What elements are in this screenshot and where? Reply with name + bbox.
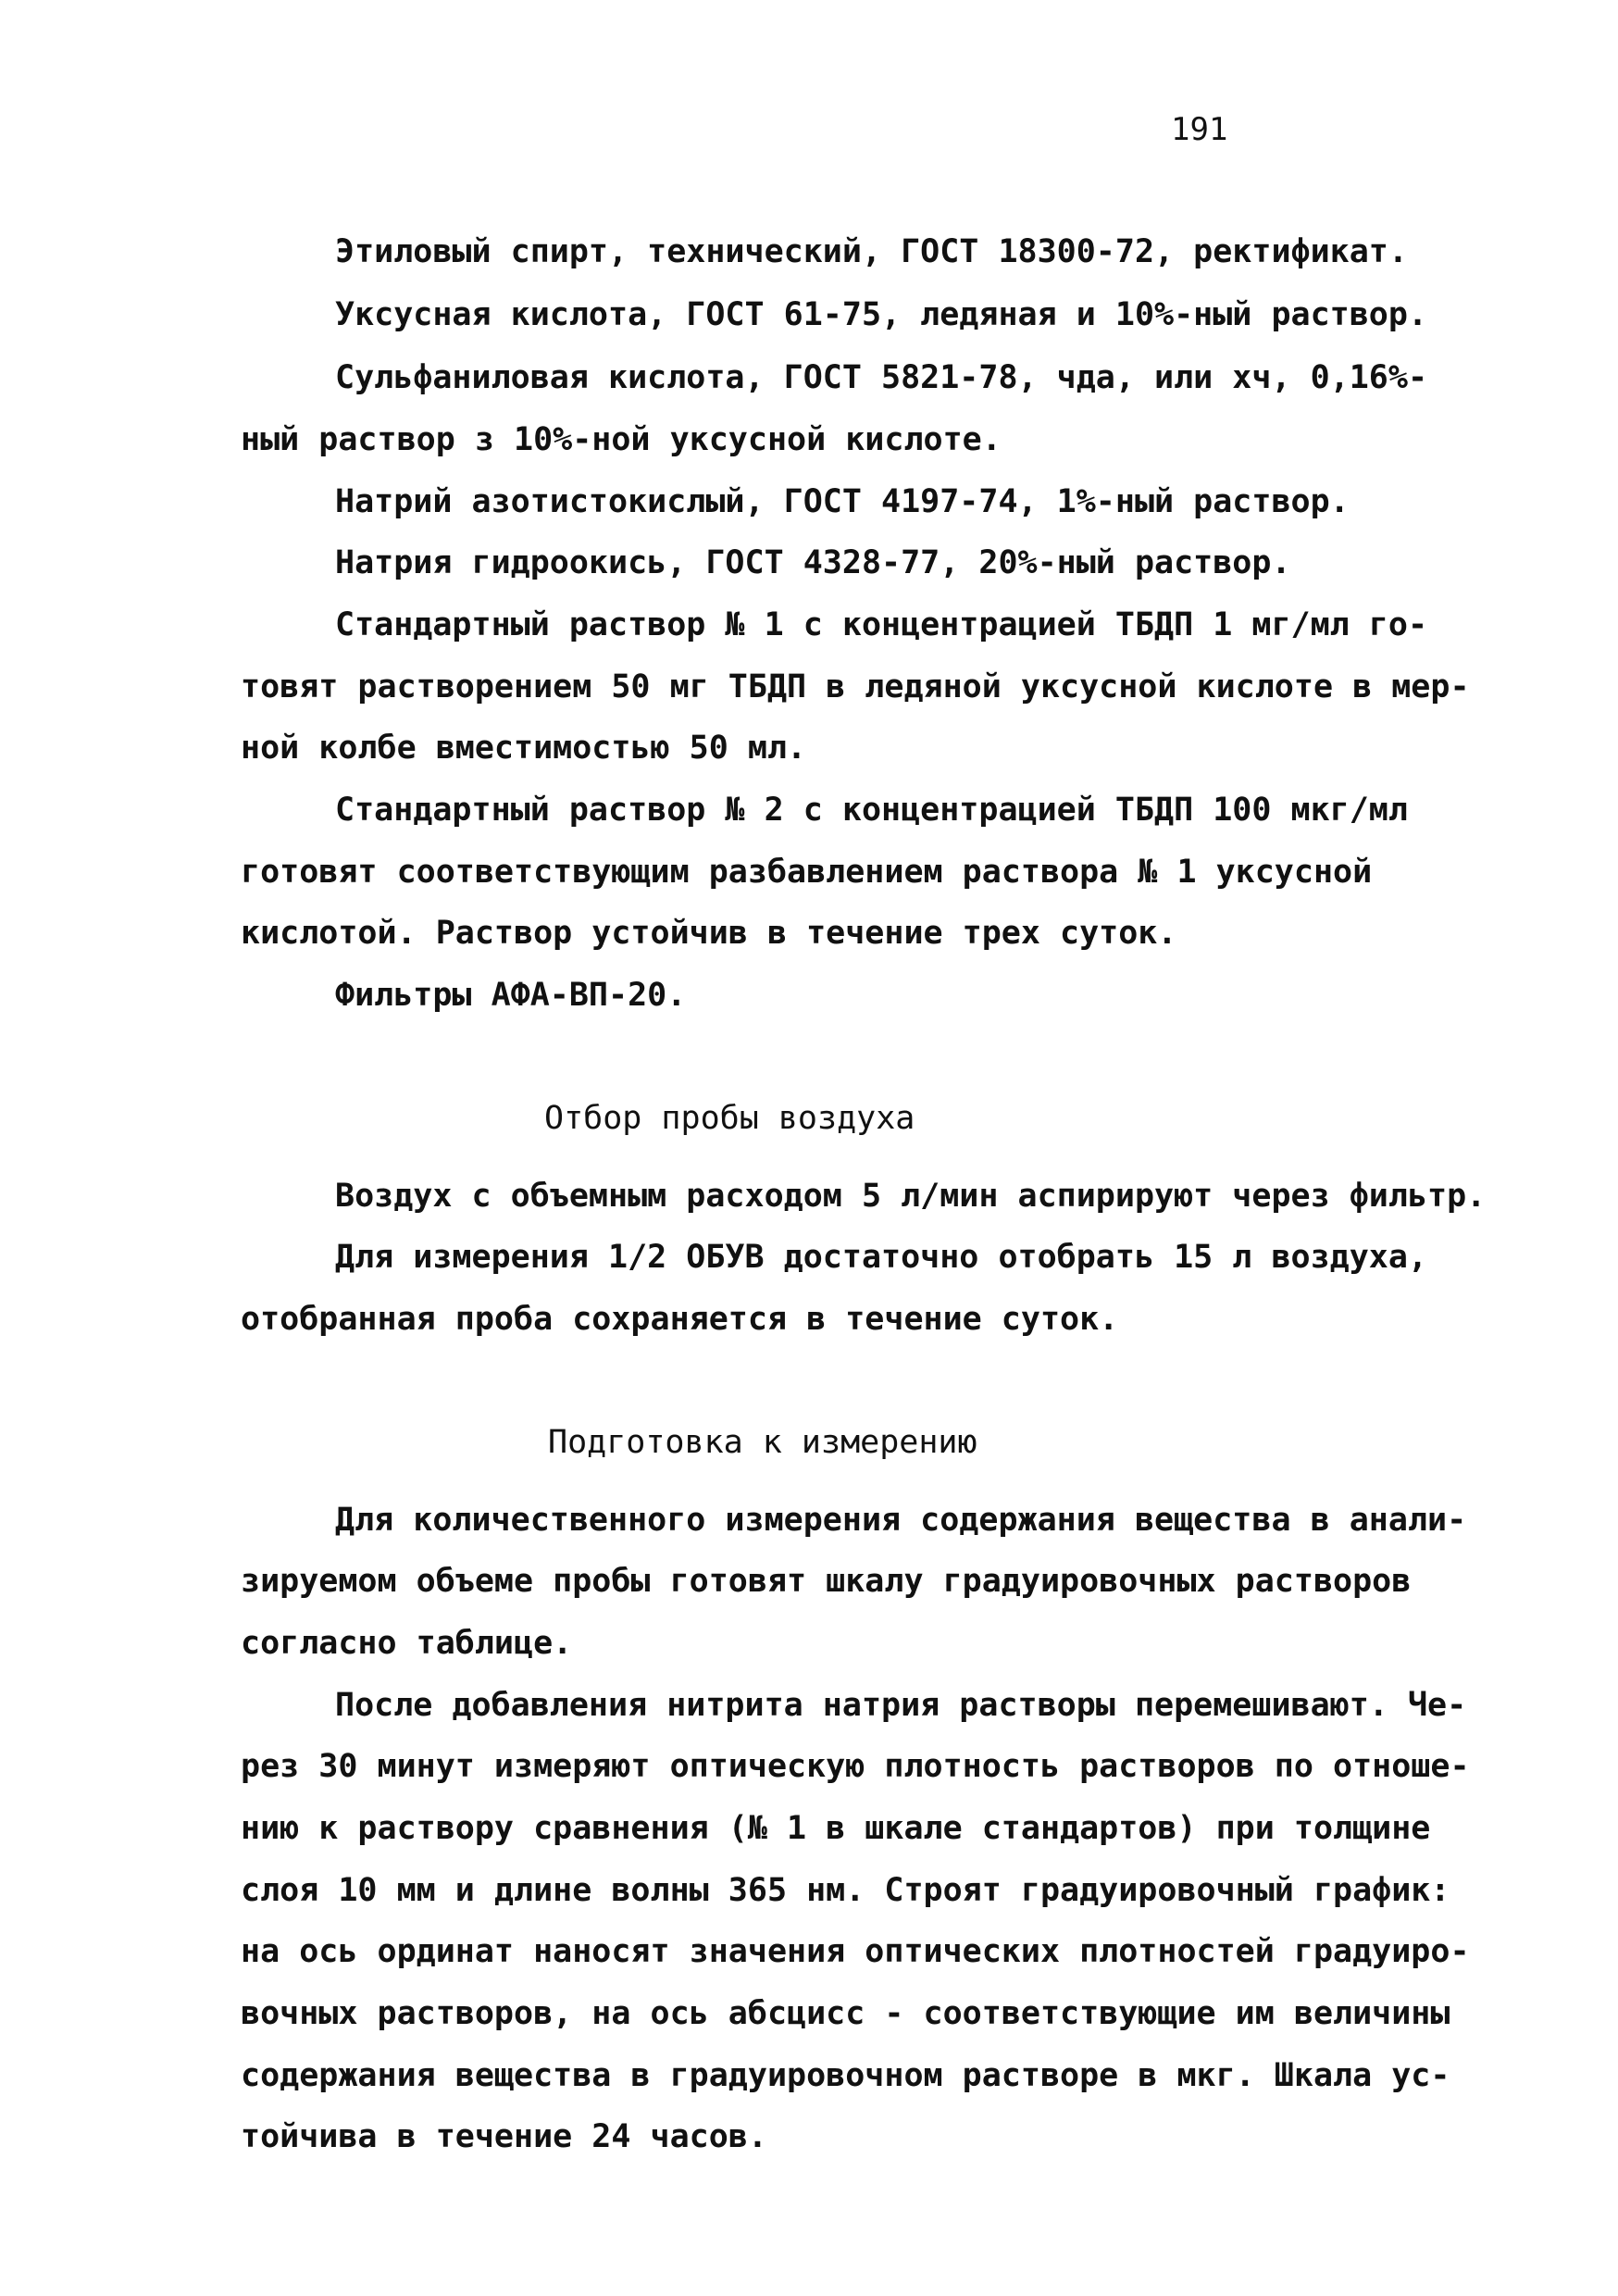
text-line: содержания вещества в градуировочном растворе в мкг. Шкала ус-	[241, 2057, 1450, 2094]
text-line: Натрий азотистокислый, ГОСТ 4197-74, 1%-ный раствор.	[335, 483, 1350, 520]
text-line: ный раствор з 10%-ной уксусной кислоте.	[241, 421, 1002, 458]
text-line: тойчива в течение 24 часов.	[241, 2118, 767, 2155]
text-line: Для измерения 1/2 ОБУВ достаточно отобрать 15 л воздуха,	[335, 1239, 1428, 1276]
section-heading: Отбор пробы воздуха	[544, 1100, 915, 1137]
text-line: зируемом объеме пробы готовят шкалу градуировочных растворов	[241, 1563, 1412, 1600]
text-line: Уксусная кислота, ГОСТ 61-75, ледяная и 10%-ный раствор.	[335, 296, 1428, 333]
text-line: готовят соответствующим разбавлением раствора № 1 уксусной	[241, 854, 1373, 891]
text-line: вочных растворов, на ось абсцисс - соответствующие им величины	[241, 1995, 1450, 2032]
text-line: После добавления нитрита натрия растворы перемешивают. Че-	[335, 1687, 1467, 1724]
text-line: товят растворением 50 мг ТБДП в ледяной уксусной кислоте в мер-	[241, 668, 1470, 705]
text-line: Воздух с объемным расходом 5 л/мин аспирируют через фильтр.	[335, 1178, 1487, 1215]
text-line: Натрия гидроокись, ГОСТ 4328-77, 20%-ный раствор.	[335, 544, 1291, 581]
text-line: ной колбе вместимостью 50 мл.	[241, 730, 807, 767]
text-line: слоя 10 мм и длине волны 365 нм. Строят градуировочный график:	[241, 1872, 1450, 1909]
section-heading: Подготовка к измерению	[548, 1424, 977, 1461]
text-line: нию к раствору сравнения (№ 1 в шкале стандартов) при толщине	[241, 1810, 1431, 1847]
text-line: Этиловый спирт, технический, ГОСТ 18300-72, ректификат.	[335, 233, 1408, 270]
page-number: 191	[1171, 111, 1228, 148]
text-line: Сульфаниловая кислота, ГОСТ 5821-78, чда, или хч, 0,16%-	[335, 359, 1428, 396]
text-line: рез 30 минут измеряют оптическую плотность растворов по отноше-	[241, 1748, 1470, 1785]
text-line: Стандартный раствор № 1 с концентрацией ТБДП 1 мг/мл го-	[335, 606, 1428, 643]
text-line: кислотой. Раствор устойчив в течение трех суток.	[241, 915, 1177, 952]
text-line: отобранная проба сохраняется в течение суток.	[241, 1301, 1119, 1338]
text-line: Для количественного измерения содержания вещества в анали-	[335, 1502, 1467, 1539]
text-line: на ось ординат наносят значения оптических плотностей градуиро-	[241, 1933, 1470, 1970]
text-line: Фильтры АФА-ВП-20.	[335, 977, 687, 1014]
text-line: согласно таблице.	[241, 1625, 573, 1662]
text-line: Стандартный раствор № 2 с концентрацией ТБДП 100 мкг/мл	[335, 792, 1408, 829]
